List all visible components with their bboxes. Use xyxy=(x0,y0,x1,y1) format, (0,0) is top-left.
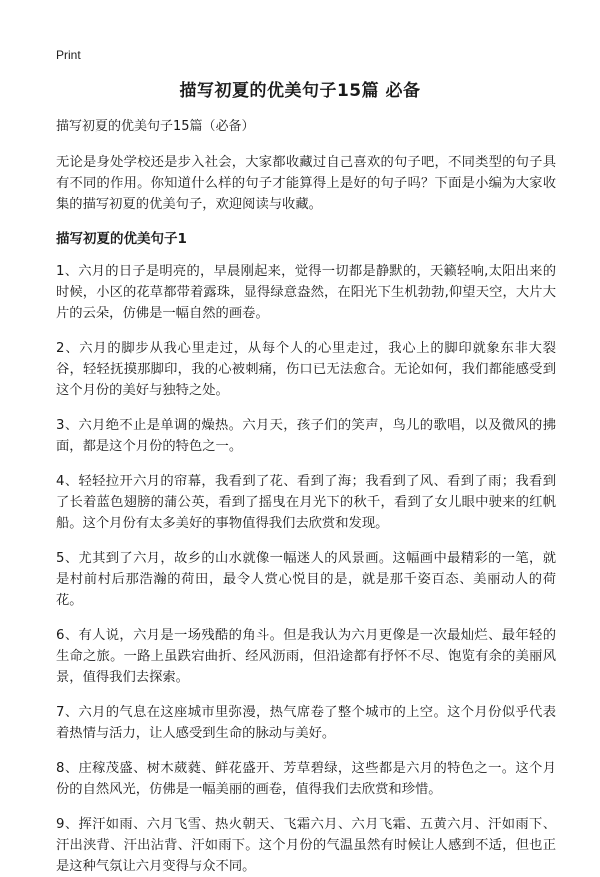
list-item: 4、轻轻拉开六月的帘幕，我看到了花、看到了海；我看到了风、看到了雨；我看到了长着蓝色翅膀的蒲公英，看到了摇曳在月光下的秋千，看到了女儿眼中驶来的红帆船。这个月份有太多美好的事物值得我们去欣赏和发现。 xyxy=(56,474,556,531)
page-title: 描写初夏的优美句子15篇 必备 xyxy=(179,81,421,101)
section-heading: 描写初夏的优美句子1 xyxy=(56,231,187,247)
sentence-list xyxy=(56,261,556,877)
print-link[interactable]: Print xyxy=(56,48,81,62)
document-body xyxy=(56,118,556,877)
list-item: 9、挥汗如雨、六月飞雪、热火朝天、飞霜六月、六月飞霜、五黄六月、汗如雨下、汗出浃背、汗出沾背、汗如雨下。这个月份的气温虽然有时候让人感到不适，但也正是这种气氛让六月变得与众不同。 xyxy=(56,817,556,874)
list-item: 7、六月的气息在这座城市里弥漫，热气席卷了整个城市的上空。这个月份似乎代表着热情与活力，让人感受到生命的脉动与美好。 xyxy=(56,705,556,741)
list-item: 6、有人说，六月是一场残酷的角斗。但是我认为六月更像是一次最灿烂、最年轻的生命之旅。一路上虽跌宕曲折、经风沥雨，但沿途都有抒怀不尽、饱览有余的美丽风景，值得我们去探索。 xyxy=(56,628,556,685)
list-item: 3、六月绝不止是单调的燥热。六月天，孩子们的笑声，鸟儿的歌唱，以及微风的拂面，都是这个月份的特色之一。 xyxy=(56,418,556,454)
list-item: 2、六月的脚步从我心里走过，从每个人的心里走过，我心上的脚印就象东非大裂谷，轻轻抚摸那脚印，我的心被刺痛，伤口已无法愈合。无论如何，我们都能感受到这个月份的美好与独特之处。 xyxy=(56,341,556,398)
list-item: 5、尤其到了六月，故乡的山水就像一幅迷人的风景画。这幅画中最精彩的一笔，就是村前村后那浩瀚的荷田，最令人赏心悦目的是，就是那千姿百态、美丽动人的荷花。 xyxy=(56,551,556,608)
document-subtitle: 描写初夏的优美句子15篇（必备） xyxy=(56,119,255,134)
list-item: 1、六月的日子是明亮的，早晨刚起来，觉得一切都是静默的，天籁轻响,太阳出来的时候，小区的花草都带着露珠，显得绿意盎然，在阳光下生机勃勃,仰望天空，大片大片的云朵，仿佛是一幅自然的画卷。 xyxy=(56,264,556,321)
intro-paragraph: 无论是身处学校还是步入社会，大家都收藏过自己喜欢的句子吧，不同类型的句子具有不同的作用。你知道什么样的句子才能算得上是好的句子吗？下面是小编为大家收集的描写初夏的优美句子，欢迎阅读与收藏。 xyxy=(56,155,556,212)
list-item: 8、庄稼茂盛、树木葳蕤、鲜花盛开、芳草碧绿，这些都是六月的特色之一。这个月份的自然风光，仿佛是一幅美丽的画卷，值得我们去欣赏和珍惜。 xyxy=(56,761,556,797)
